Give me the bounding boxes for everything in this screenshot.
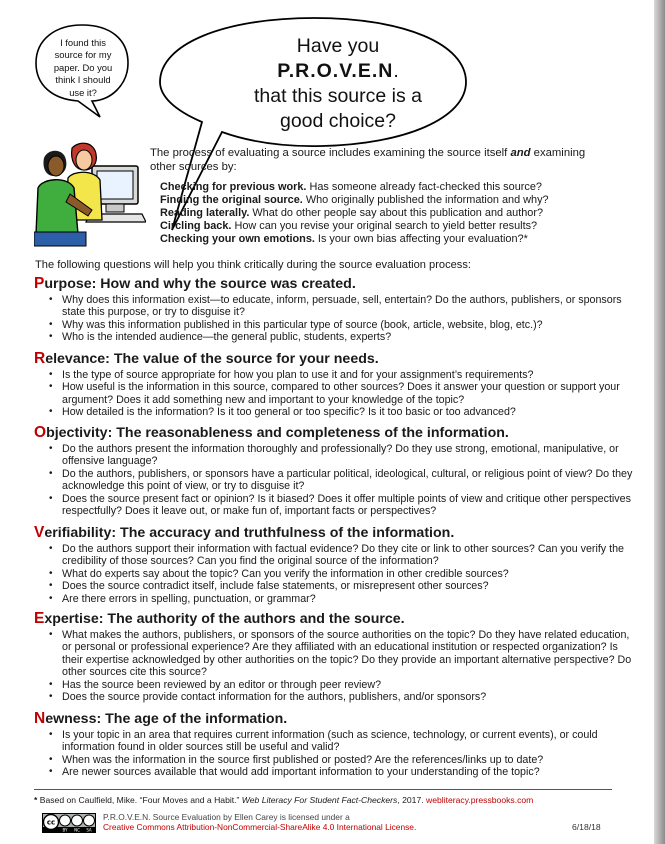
question-item: • Is the type of source appropriate for how you plan to use it and for your assignment’s requirements? <box>49 369 534 381</box>
intro-paragraph: The process of evaluating a source includes examining the source itself and examining other sources by: <box>150 147 586 173</box>
question-item: • What makes the authors, publishers, or sponsors of the source authorities on the topic? Do they have related education, or personal or professional experience? Are they affiliated with an educational institution or respected organization? Is their expertise acknowledged by other authorities on the topic? Do they provide an important alternative perspective? Do other sources cite this source? <box>49 629 632 679</box>
strategy-item: Reading laterally. What do other people say about this publication and author? <box>160 207 544 220</box>
large-bubble-text: Have you P.R.O.V.E.N. that this source is a good choice? <box>254 35 422 132</box>
question-item: • Why was this information published in this particular type of source (book, article, website, blog, etc.)? <box>49 318 543 331</box>
section-heading: Newness: The age of the information. <box>34 710 288 727</box>
question-item: • How detailed is the information? Is it too general or too specific? Is it too basic or too advanced? <box>49 406 516 419</box>
strategy-item: Checking your own emotions. Is your own bias affecting your evaluation?* <box>160 233 528 246</box>
cc-nc-label: NC <box>74 827 80 833</box>
question-item: • Does the source present fact or opinion? Is it biased? Does it offer multiple points of view and critique other perspectives respectfully? Does it leave out, or make fun of, important facts or perspectives? <box>49 492 631 518</box>
cc-mark: cc <box>46 818 56 827</box>
small-bubble-text: I found this source for my paper. Do you think I should use it? <box>53 37 113 98</box>
question-item: • Are there errors in spelling, punctuation, or grammar? <box>49 592 316 605</box>
section-objectivity <box>34 424 634 517</box>
page-edge-shadow <box>654 0 665 844</box>
section-heading: Purpose: How and why the source was created. <box>34 275 356 292</box>
question-item: • Do the authors present the information thoroughly and professionally? Do they use strong, emotional, manipulative, or offensive language? <box>49 443 619 468</box>
license-text: P.R.O.V.E.N. Source Evaluation by Ellen Carey is licensed under a Creative Commons Attribution-NonCommercial-ShareAlike 4.0 International License. <box>103 812 543 832</box>
question-item: • How useful is the information in this source, compared to other sources? Does it answer your question or support your argument? Does it add something new and important to your knowledge of the topic? <box>49 381 620 406</box>
question-item: • Are newer sources available that would add important information to your understanding of the topic? <box>49 766 540 779</box>
question-item: • Do the authors, publishers, or sponsors have a particular political, ideological, cultural, or religious point of view? Do they acknowledge this point of view, or try to disguise it? <box>49 467 633 493</box>
question-item: • Why does this information exist—to educate, inform, persuade, sell, entertain? Do the authors, publishers, or sponsors state this purpose, or try to disguise it? <box>49 294 622 319</box>
strategy-item: Finding the original source. Who originally published the information and why? <box>160 194 549 207</box>
footnote: * Based on Caulfield, Mike. “Four Moves and a Habit.” Web Literacy For Student Fact-Checkers, 2017. webliteracy.pressbooks.com <box>34 795 534 805</box>
strategy-item: Checking for previous work. Has someone already fact-checked this source? <box>160 181 542 193</box>
footnote-link[interactable]: webliteracy.pressbooks.com <box>426 795 534 805</box>
cc-sa-label: SA <box>86 827 92 833</box>
question-item: • What do experts say about the topic? Can you verify the information in other credible sources? <box>49 567 509 580</box>
creative-commons-badge <box>42 813 96 833</box>
question-item: • Is your topic in an area that requires current information (such as science, technology, or current events), or could information found in older sources still be useful and valid? <box>49 729 598 754</box>
section-newness <box>34 710 634 779</box>
lead-sentence: The following questions will help you think critically during the source evaluation process: <box>35 259 471 271</box>
section-expertise <box>34 610 634 703</box>
section-heading: Objectivity: The reasonableness and completeness of the information. <box>34 424 509 441</box>
section-heading: Verifiability: The accuracy and truthfulness of the information. <box>34 524 455 541</box>
section-heading: Relevance: The value of the source for your needs. <box>34 350 379 367</box>
question-item: • Does the source provide contact information for the authors, publishers, and/or sponsors? <box>49 691 487 704</box>
section-heading: Expertise: The authority of the authors and the source. <box>34 610 405 627</box>
footnote-divider <box>34 789 612 790</box>
document-date: 6/18/18 <box>572 822 601 832</box>
section-purpose <box>34 275 634 344</box>
license-link[interactable]: Creative Commons Attribution-NonCommercial-ShareAlike 4.0 International License. <box>103 822 417 833</box>
question-item: • Has the source been reviewed by an editor or through peer review? <box>49 678 382 691</box>
question-item: • Does the source contradict itself, include false statements, or misrepresent other sources? <box>49 580 489 593</box>
strategy-list <box>160 181 630 246</box>
section-verifiability <box>34 524 634 605</box>
cc-by-label: BY <box>62 827 68 833</box>
question-item: • When was the information in the source first published or posted? Are the references/links up to date? <box>49 753 544 766</box>
question-item: • Do the authors support their information with factual evidence? Do they cite or link to other sources? Can you verify the credibility of those sources? Can you find the original source of the information? <box>49 543 624 568</box>
section-relevance <box>34 350 634 419</box>
question-item: • Who is the intended audience—the general public, students, experts? <box>49 331 392 344</box>
students-computer-illustration <box>34 136 146 248</box>
strategy-item: Circling back. How can you revise your original search to yield better results? <box>160 220 538 233</box>
